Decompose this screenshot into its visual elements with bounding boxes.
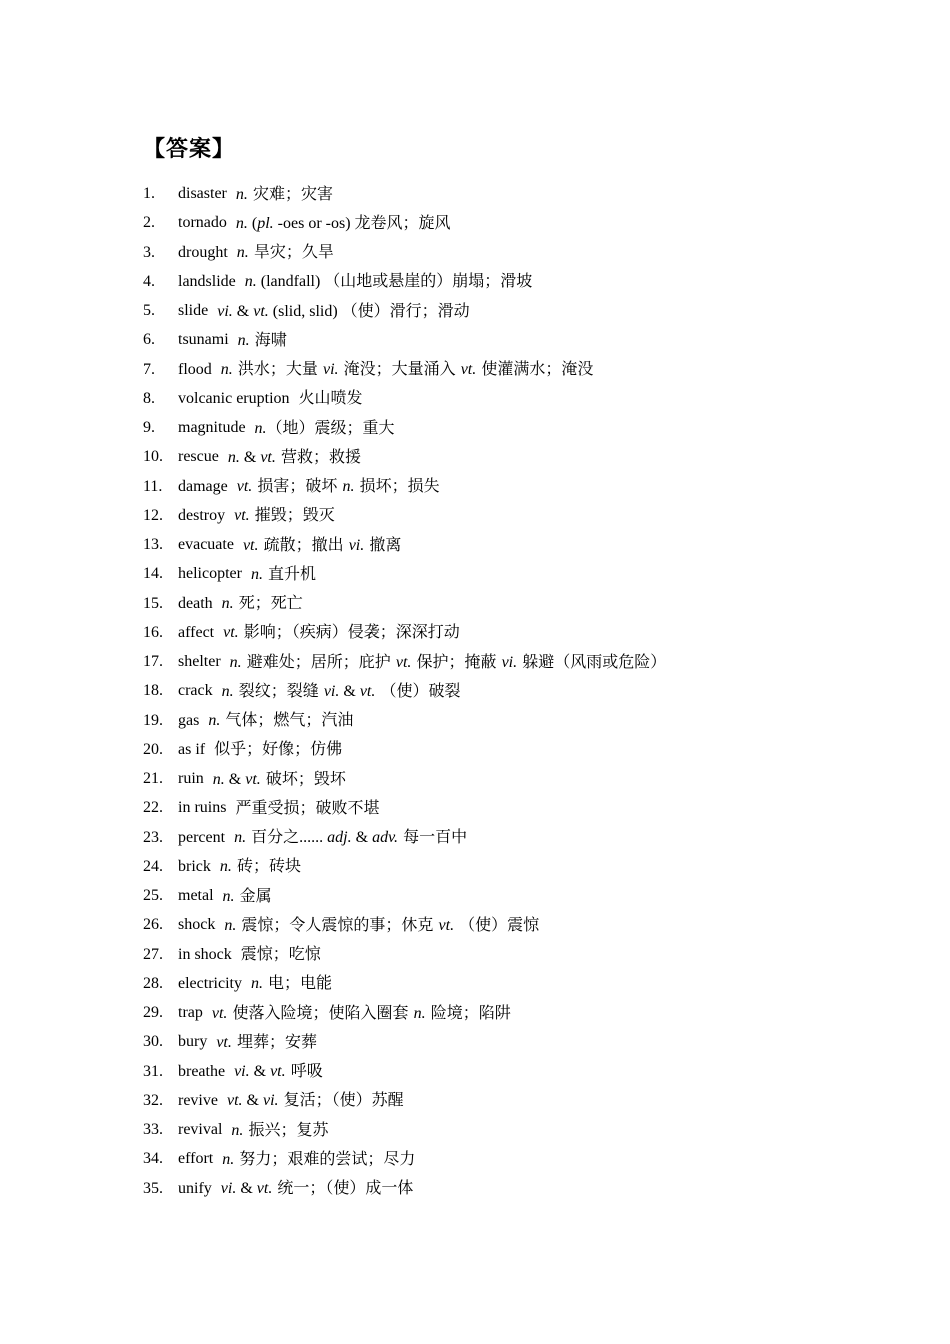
part-of-speech: n. (237, 331, 250, 349)
item-number: 24. (143, 857, 163, 875)
part-of-speech: n. (250, 975, 263, 993)
item-number: 20. (143, 740, 163, 758)
item-definition (236, 179, 333, 209)
item-word: tsunami (178, 331, 229, 349)
definition-text: 百分之 (246, 827, 300, 846)
definition-text: -oes or -os) (273, 214, 355, 232)
part-of-speech: vt. (216, 1033, 232, 1051)
item-word: shock (178, 916, 216, 934)
item-number: 15. (143, 594, 163, 612)
item-word: helicopter (178, 565, 242, 583)
item-definition (227, 1085, 404, 1115)
part-of-speech: n. (235, 185, 248, 203)
part-of-speech: adv. (372, 829, 398, 846)
definition-text: 险境；陷阱 (425, 1002, 511, 1022)
item-definition (223, 881, 272, 911)
item-word: shelter (178, 653, 221, 670)
item-number: 17. (143, 653, 163, 670)
definition-text: 破坏；毁坏 (260, 768, 346, 788)
item-definition (243, 530, 401, 560)
list-item (143, 998, 666, 1027)
item-definition (234, 822, 467, 852)
part-of-speech: vt. (395, 653, 412, 671)
item-number: 29. (143, 1004, 163, 1021)
item-definition (234, 1056, 323, 1086)
item-definition (222, 676, 461, 706)
definition-text: 使落入险境；使陷入圈套 (227, 1002, 414, 1022)
item-word: in shock (178, 945, 232, 963)
item-definition (299, 383, 363, 413)
item-word: ruin (178, 770, 204, 787)
list-item (143, 852, 666, 881)
item-definition (212, 998, 511, 1028)
list-item (143, 325, 666, 354)
item-number: 12. (143, 506, 163, 524)
item-number: 9. (143, 419, 155, 436)
item-definition (234, 500, 335, 530)
part-of-speech: vt. (260, 448, 276, 466)
definition-text: 震惊；吃惊 (240, 944, 321, 963)
definition-text: 直升机 (262, 563, 317, 583)
item-number: 35. (143, 1179, 163, 1197)
definition-text: & (242, 1092, 263, 1110)
definition-text: 每一百中 (398, 827, 468, 846)
part-of-speech: n. (250, 565, 263, 583)
item-definition (221, 1173, 414, 1203)
part-of-speech: n. (212, 770, 225, 788)
item-word: electricity (178, 974, 242, 992)
definition-text: 洪水；大量 (232, 359, 323, 378)
definition-text: 龙卷风；旋风 (354, 212, 451, 232)
definition-text: & (339, 682, 360, 700)
part-of-speech: n. (244, 273, 257, 291)
item-word: drought (178, 243, 228, 261)
list-item (143, 1057, 666, 1086)
list-item (143, 530, 666, 559)
item-number: 5. (143, 302, 155, 319)
list-item (143, 267, 666, 296)
list-item (143, 793, 666, 822)
list-item (143, 618, 666, 647)
item-word: rescue (178, 448, 219, 466)
list-item (143, 1027, 666, 1056)
part-of-speech: vt. (236, 478, 253, 495)
list-item (143, 238, 666, 267)
part-of-speech: vi. (220, 1180, 237, 1197)
item-number: 25. (143, 887, 163, 904)
list-item (143, 179, 666, 208)
part-of-speech: vt. (438, 916, 455, 934)
item-number: 6. (143, 331, 155, 349)
item-word: slide (178, 302, 209, 319)
list-item (143, 823, 666, 852)
definition-text: 复活；（使）苏醒 (278, 1090, 404, 1110)
list-item (143, 735, 666, 764)
definition-text: 电；电能 (262, 973, 333, 993)
item-number: 32. (143, 1091, 163, 1109)
item-word: unify (178, 1179, 212, 1197)
item-definition (231, 1115, 328, 1145)
item-number: 23. (143, 828, 163, 846)
item-definition (235, 793, 379, 823)
part-of-speech: vt. (256, 1180, 273, 1197)
part-of-speech: n. (221, 682, 234, 700)
definition-text: （使）滑行；滑动 (341, 300, 470, 320)
definition-text: （使）破裂 (375, 680, 461, 700)
item-number: 18. (143, 682, 163, 700)
item-word: brick (178, 857, 211, 875)
item-definition (214, 734, 342, 764)
item-number: 16. (143, 623, 163, 641)
item-definition (222, 588, 303, 618)
item-definition (237, 237, 334, 267)
part-of-speech: vt. (270, 1063, 286, 1080)
item-definition (213, 764, 346, 794)
list-item (143, 589, 666, 618)
definition-text: 摧毁；毁灭 (249, 505, 335, 525)
part-of-speech: vi. (348, 536, 365, 554)
part-of-speech: vi. (323, 682, 340, 700)
list-item (143, 1174, 666, 1203)
item-definition (220, 851, 301, 881)
item-word: evacuate (178, 536, 234, 553)
definition-text: 砖；砖块 (231, 856, 301, 876)
item-word: effort (178, 1150, 214, 1168)
definition-text: 疏散；撤出 (258, 534, 349, 554)
part-of-speech: vi. (217, 302, 233, 320)
item-number: 4. (143, 272, 155, 290)
part-of-speech: vt. (223, 624, 239, 642)
part-of-speech: vi. (262, 1092, 279, 1110)
item-definition (228, 442, 361, 472)
item-definition (221, 354, 594, 384)
item-number: 30. (143, 1033, 163, 1051)
list-item (143, 384, 666, 413)
item-number: 11. (143, 477, 163, 495)
list-item (143, 208, 666, 237)
definition-text: 震惊；令人震惊的事；休克 (236, 914, 439, 934)
item-definition (236, 208, 451, 238)
definition-text: 淹没；大量涌入 (338, 359, 461, 378)
item-word: death (178, 594, 213, 612)
item-word: landslide (178, 272, 236, 290)
definition-text: 振兴；复苏 (243, 1119, 329, 1139)
definition-text: & (232, 302, 254, 320)
part-of-speech: n. (231, 1121, 244, 1139)
part-of-speech: adj. (327, 829, 352, 846)
part-of-speech: vt. (245, 770, 261, 788)
part-of-speech: vt. (359, 682, 376, 700)
item-definition (216, 1027, 317, 1057)
list-item (143, 647, 666, 676)
item-word: tornado (178, 214, 227, 232)
item-number: 8. (143, 389, 155, 407)
part-of-speech: n. (224, 916, 237, 934)
item-word: metal (178, 887, 214, 904)
part-of-speech: vt. (234, 507, 250, 525)
definition-text: & (351, 829, 373, 846)
item-word: percent (178, 828, 226, 846)
item-word: volcanic eruption (178, 389, 290, 407)
item-number: 7. (143, 360, 155, 378)
part-of-speech: pl. (257, 214, 274, 232)
vocab-list (143, 179, 666, 1203)
item-word: magnitude (178, 419, 246, 436)
definition-text: 使灌满水；淹没 (476, 359, 594, 378)
item-definition (251, 968, 332, 998)
item-number: 2. (143, 214, 155, 232)
item-word: flood (178, 360, 212, 378)
part-of-speech: n. (222, 887, 235, 905)
item-word: destroy (178, 506, 226, 524)
definition-text: 呼吸 (285, 1061, 323, 1080)
part-of-speech: vt. (242, 536, 259, 554)
definition-text: 躲避（风雨或危险） (517, 651, 667, 671)
definition-text: & (224, 770, 246, 788)
definition-text: 气体；燃气；汽油 (220, 710, 354, 729)
part-of-speech: n. (236, 244, 249, 261)
definition-text: 金属 (234, 885, 272, 905)
part-of-speech: n. (413, 1004, 426, 1022)
item-word: damage (178, 477, 228, 495)
part-of-speech: n. (234, 829, 247, 846)
list-item (143, 501, 666, 530)
item-word: revive (178, 1091, 218, 1109)
definition-text: 影响；（疾病）侵袭；深深打动 (238, 622, 460, 642)
item-number: 13. (143, 536, 163, 553)
part-of-speech: n. (219, 858, 232, 876)
definition-text: 努力；艰难的尝试；尽力 (234, 1148, 416, 1168)
definition-text: 损害；破坏 (252, 476, 343, 495)
definition-text: 埋葬；安葬 (231, 1031, 317, 1051)
item-word: breathe (178, 1062, 226, 1080)
item-definition (222, 1144, 415, 1174)
part-of-speech: n. (342, 478, 355, 495)
item-number: 14. (143, 565, 163, 583)
list-item (143, 413, 666, 442)
item-definition (217, 296, 469, 326)
item-definition (241, 939, 321, 969)
list-item (143, 969, 666, 998)
item-number: 33. (143, 1121, 163, 1138)
part-of-speech: vi. (501, 653, 518, 671)
list-item (143, 559, 666, 588)
definition-text: & (239, 448, 261, 466)
definition-text: （山地或悬崖的）崩塌；滑坡 (324, 271, 533, 291)
item-definition (238, 325, 287, 355)
item-number: 21. (143, 770, 163, 787)
item-number: 3. (143, 243, 155, 261)
item-number: 10. (143, 448, 163, 466)
part-of-speech: vt. (253, 302, 269, 320)
definition-text: 灾难；灾害 (247, 183, 333, 203)
item-word: disaster (178, 185, 227, 202)
definition-text: （使）震惊 (454, 914, 540, 934)
definition-text: 裂纹；裂缝 (233, 680, 324, 700)
definition-text: 海啸 (249, 329, 287, 349)
part-of-speech: vi. (234, 1063, 250, 1080)
definition-text: （地）震级；重大 (266, 417, 395, 437)
item-word: bury (178, 1033, 208, 1051)
part-of-speech: vi. (322, 361, 339, 378)
definition-text: 统一；（使）成一体 (272, 1178, 414, 1197)
item-definition (255, 413, 395, 443)
list-item (143, 472, 666, 501)
part-of-speech: n. (235, 214, 248, 232)
part-of-speech: n. (220, 361, 233, 378)
item-word: gas (178, 711, 200, 729)
part-of-speech: n. (254, 419, 267, 437)
list-item (143, 881, 666, 910)
part-of-speech: n. (221, 595, 234, 612)
definition-text: 损坏；损失 (354, 476, 440, 495)
definition-text: 营救；救援 (275, 446, 361, 466)
item-number: 26. (143, 916, 163, 934)
part-of-speech: n. (229, 653, 242, 671)
definition-text: ( (247, 214, 258, 232)
definition-text: 保护；掩蔽 (411, 651, 502, 671)
item-number: 1. (143, 185, 155, 202)
definition-text: 严重受损；破败不堪 (235, 797, 380, 817)
list-item (143, 296, 666, 325)
list-item (143, 910, 666, 939)
item-word: in ruins (178, 799, 227, 817)
definition-text: 避难处；居所；庇护 (241, 651, 396, 671)
item-definition (224, 910, 539, 940)
part-of-speech: n. (227, 448, 240, 466)
definition-text: (slid, slid) (268, 302, 342, 320)
list-item (143, 706, 666, 735)
part-of-speech: n. (222, 1150, 235, 1168)
item-word: affect (178, 623, 215, 641)
list-item (143, 1144, 666, 1173)
definition-text: 死；死亡 (233, 593, 303, 612)
item-definition (208, 705, 353, 735)
definition-text: & (236, 1180, 257, 1197)
list-item (143, 355, 666, 384)
part-of-speech: vt. (211, 1004, 228, 1022)
item-word: trap (178, 1004, 203, 1021)
item-number: 28. (143, 974, 163, 992)
part-of-speech: vt. (226, 1092, 243, 1110)
item-definition (223, 617, 460, 647)
definition-text: ...... (299, 829, 328, 846)
item-definition (245, 266, 533, 296)
item-number: 27. (143, 945, 163, 963)
list-item (143, 676, 666, 705)
definition-text: 撤离 (364, 534, 402, 554)
list-item (143, 940, 666, 969)
part-of-speech: n. (208, 712, 221, 729)
item-number: 19. (143, 711, 163, 729)
page-title: 【答案】 (143, 137, 236, 162)
list-item (143, 764, 666, 793)
item-word: as if (178, 740, 206, 758)
list-item (143, 1115, 666, 1144)
part-of-speech: vt. (460, 361, 477, 378)
item-word: revival (178, 1121, 223, 1138)
list-item (143, 1086, 666, 1115)
item-number: 31. (143, 1062, 163, 1080)
definition-text: 似乎；好像；仿佛 (214, 739, 343, 759)
definition-text: 旱灾；久旱 (248, 242, 334, 261)
item-number: 22. (143, 799, 163, 817)
list-item (143, 442, 666, 471)
definition-text: 火山喷发 (298, 388, 363, 408)
item-definition (237, 471, 440, 501)
item-definition (251, 559, 316, 589)
definition-text: & (249, 1063, 271, 1080)
definition-text: (landfall) (256, 273, 325, 291)
item-definition (230, 647, 667, 677)
item-number: 34. (143, 1150, 163, 1168)
item-word: crack (178, 682, 213, 700)
